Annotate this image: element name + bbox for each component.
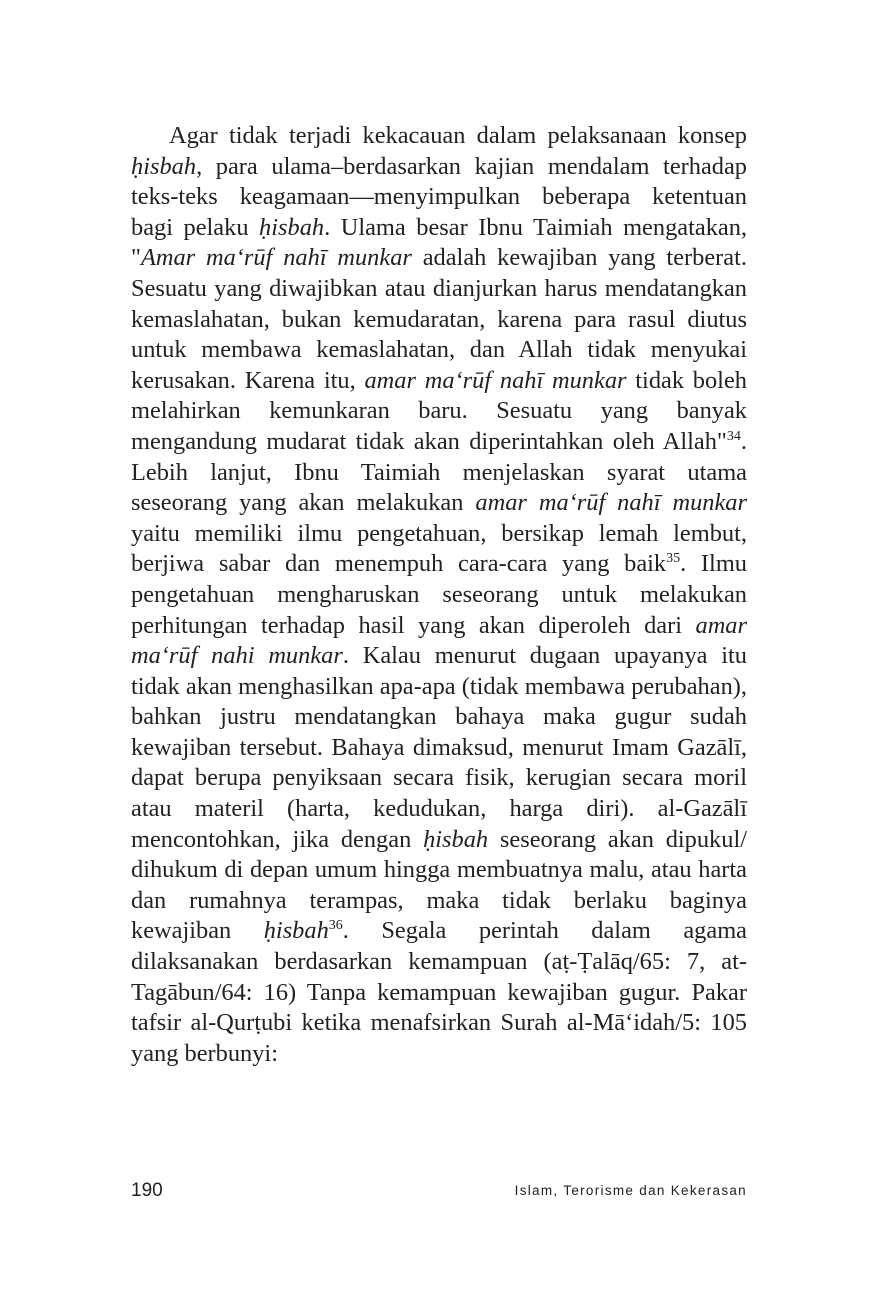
italic-term: ḥisbah bbox=[423, 825, 489, 853]
text-run: . Segala perintah dalam agama dilaksanakan berdasarkan kemampuan (aṭ-Ṭalāq/65: 7, at-Tagābun/64: 16) Tanpa kemampuan kewajiban gugur. Pakar tafsir al-Qurṭubi ketika menafsirkan Surah al-Mā‘idah/5: 105 yang berbunyi: bbox=[131, 917, 747, 1067]
text-run: . Kalau menurut dugaan upayanya itu tidak akan menghasilkan apa-apa (tidak membawa perubahan), bahkan justru mendatangkan bahaya maka gugur sudah kewajiban tersebut. Bahaya dimaksud, menurut Imam Gazālī, dapat berupa penyiksaan secara fisik, kerugian secara moril atau materil (harta, kedudukan, harga diri). al-Gazālī mencontohkan, jika dengan bbox=[131, 642, 747, 853]
text-run: tidak boleh melahirkan kemunkaran baru. Sesuatu yang banyak mengandung mudarat tidak akan diperintahkan oleh Allah" bbox=[131, 366, 747, 455]
text-run: adalah kewajiban yang terberat. Sesuatu yang diwajibkan atau dianjurkan harus mendatangkan kemaslahatan, bukan kemudaratan, karena para rasul diutus untuk membawa kemaslahatan, dan Allah tidak menyukai kerusakan. Karena itu, bbox=[131, 244, 747, 394]
text-run: Agar tidak terjadi kekacauan dalam pelaksanaan konsep bbox=[169, 122, 747, 149]
italic-term: ḥisbah bbox=[131, 152, 197, 180]
text-run: . Lebih lanjut, Ibnu Taimiah menjelaskan syarat utama seseorang yang akan melakukan bbox=[131, 427, 747, 517]
paragraph bbox=[131, 121, 747, 1069]
running-title: Islam, Terorisme dan Kekerasan bbox=[514, 1183, 747, 1198]
text-run: yaitu memiliki ilmu pengetahuan, bersikap lemah lembut, berjiwa sabar dan menempuh cara-cara yang baik bbox=[131, 519, 747, 578]
italic-term: amar ma‘rūf nahī munkar bbox=[364, 366, 627, 394]
text-run: . Ilmu pengetahuan mengharuskan seseorang untuk melakukan perhitungan terhadap hasil yang akan diperoleh dari bbox=[131, 550, 747, 639]
text-run: . Ulama besar Ibnu Taimiah mengatakan, " bbox=[131, 213, 748, 272]
italic-term: ḥisbah bbox=[263, 917, 329, 945]
body-text bbox=[131, 121, 747, 1069]
italic-term: ḥisbah bbox=[259, 213, 325, 241]
footnote-ref: 34 bbox=[726, 428, 741, 444]
text-run: , para ulama–berdasarkan kajian mendalam terhadap teks-teks keagamaan—menyimpulkan beberapa ketentuan bagi pelaku bbox=[131, 152, 747, 241]
footnote-ref: 36 bbox=[328, 918, 343, 934]
text-run: seseorang akan dipukul/ dihukum di depan umum hingga membuatnya malu, atau harta dan rumahnya terampas, maka tidak berlaku baginya kewajiban bbox=[131, 825, 747, 945]
italic-term: Amar ma‘rūf nahī munkar bbox=[140, 244, 412, 272]
italic-term: amar ma‘rūf nahī munkar bbox=[475, 489, 747, 517]
page-number: 190 bbox=[131, 1180, 163, 1201]
footnote-ref: 35 bbox=[666, 551, 681, 567]
italic-term: amar ma‘rūf nahi munkar bbox=[131, 611, 747, 670]
